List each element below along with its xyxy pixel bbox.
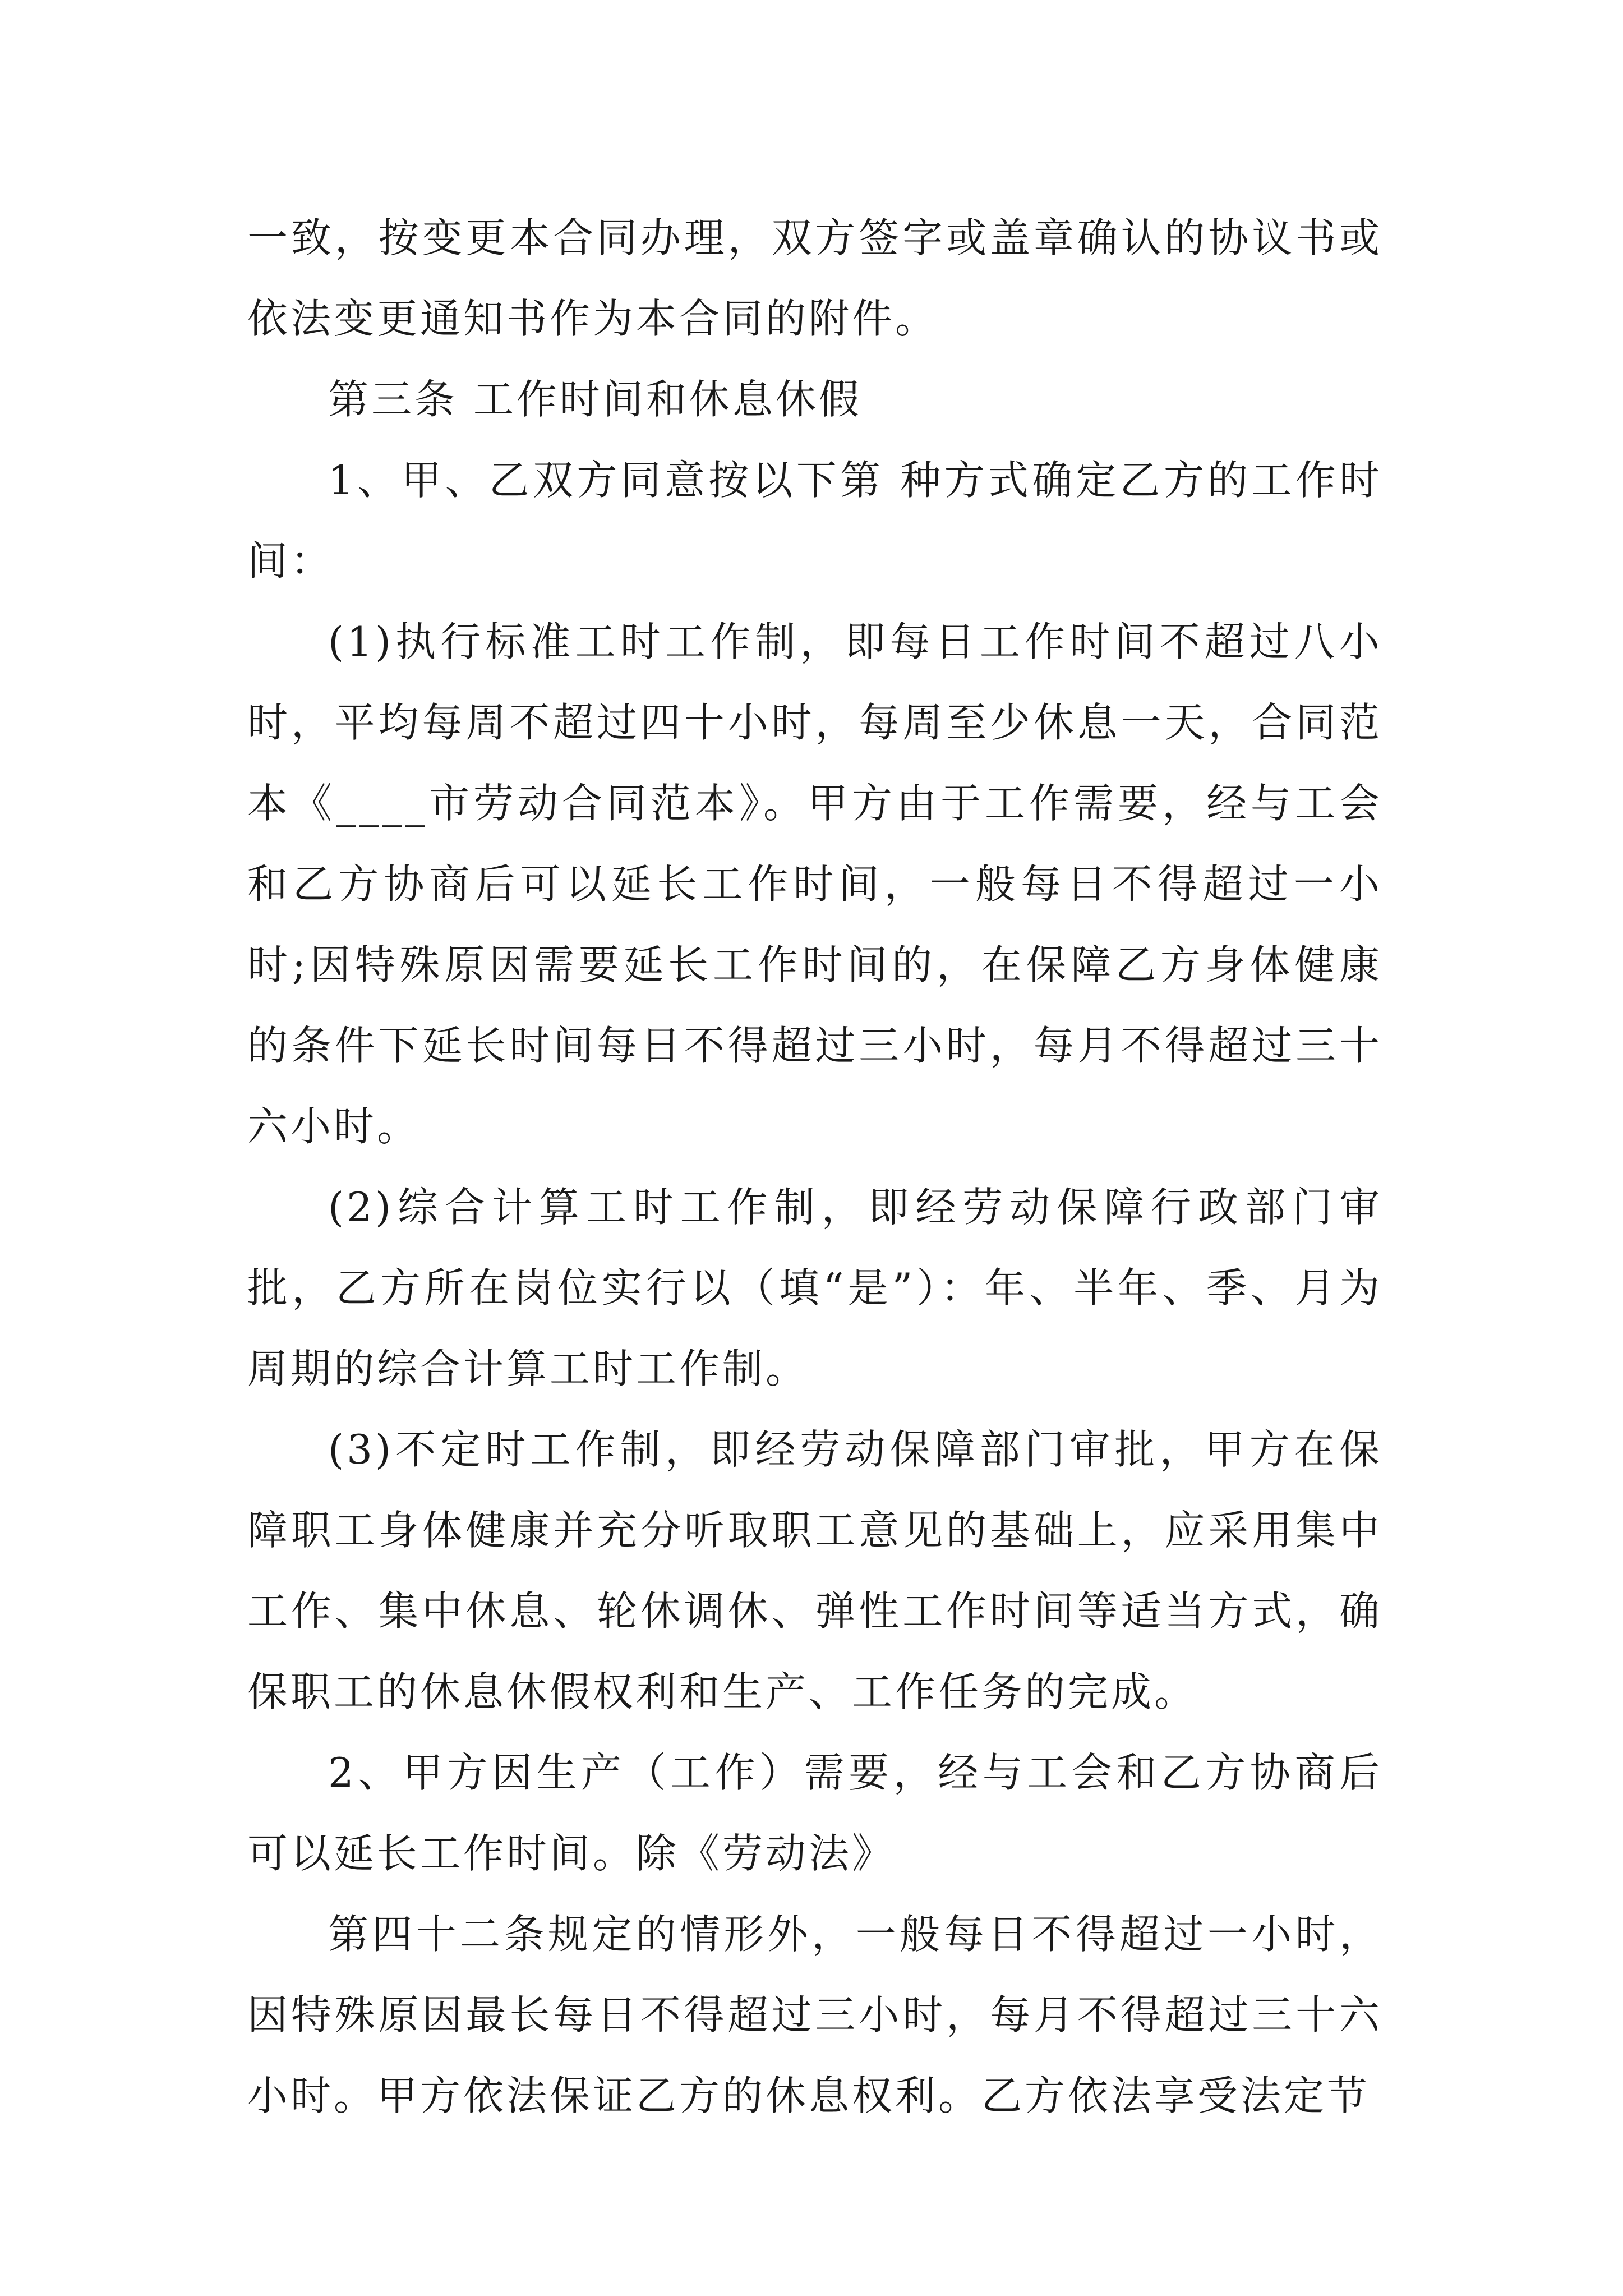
paragraph-flexible-hours: (3)不定时工作制，即经劳动保障部门审批，甲方在保障职工身体健康并充分听取职工意见的基础上，应采用集中工作、集中休息、轮休调休、弹性工作时间等适当方式，确保职工的休息休假权利和生产、工作任务的完成。 [247, 1426, 1382, 1715]
contract-body [247, 197, 1382, 2136]
paragraph-item-1: 1、甲、乙双方同意按以下第 种方式确定乙方的工作时间： [247, 457, 1382, 585]
paragraph-comprehensive-hours: (2)综合计算工时工作制，即经劳动保障行政部门审批，乙方所在岗位实行以（填“是”）：年、半年、季、月为周期的综合计算工时工作制。 [247, 1184, 1382, 1392]
paragraph-item-2: 2、甲方因生产（工作）需要，经与工会和乙方协商后可以延长工作时间。除《劳动法》 [247, 1749, 1382, 1877]
paragraph-continuation: 一致，按变更本合同办理，双方签字或盖章确认的协议书或依法变更通知书作为本合同的附件。 [247, 214, 1382, 342]
paragraph-standard-hours: (1)执行标准工时工作制，即每日工作时间不超过八小时，平均每周不超过四十小时，每周至少休息一天，合同范本《____市劳动合同范本》。甲方由于工作需要，经与工会和乙方协商后可以延长工作时间，一般每日不得超过一小时;因特殊原因需要延长工作时间的，在保障乙方身体健康的条件下延长时间每日不得超过三小时，每月不得超过三十六小时。 [247, 618, 1382, 1150]
paragraph-article-42: 第四十二条规定的情形外，一般每日不得超过一小时，因特殊原因最长每日不得超过三小时，每月不得超过三十六小时。甲方依法保证乙方的休息权利。乙方依法享受法定节 [247, 1911, 1382, 2119]
article-three-heading: 第三条 工作时间和休息休假 [328, 376, 862, 423]
